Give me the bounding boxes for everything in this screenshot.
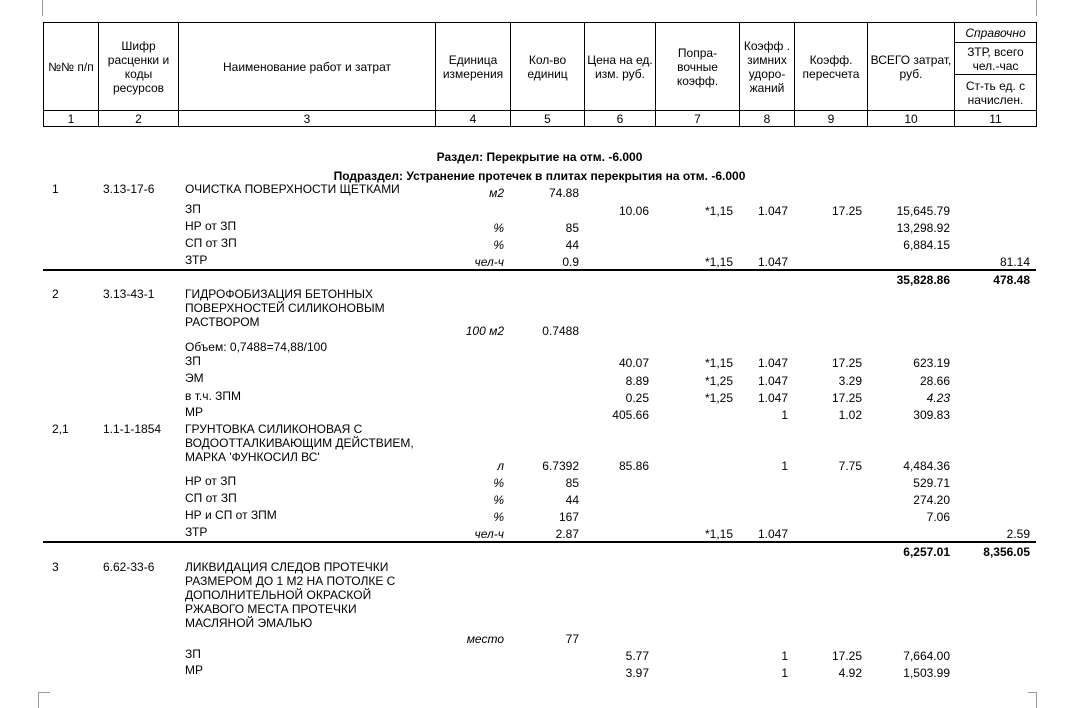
row-label: ЭМ: [185, 371, 204, 385]
header-colnum: 9: [795, 111, 868, 127]
item-code: 3.13-17-6: [103, 182, 155, 196]
header-colnum: 8: [740, 111, 795, 127]
row-recalc: 17.25: [831, 204, 862, 218]
row-label: НР и СП от ЗПМ: [185, 508, 277, 522]
item-code: 3.13-43-1: [103, 287, 155, 301]
row-winter: 1.047: [757, 356, 788, 370]
header-colnum: 6: [585, 111, 656, 127]
crop-mark: [38, 692, 50, 693]
header-colnum: 5: [511, 111, 585, 127]
item-sum-total: 6,257.01: [903, 545, 950, 559]
header-ztr: ЗТР, всего чел.-час: [955, 43, 1037, 75]
subsection-title: Подраздел: Устранение протечек в плитах перекрытия на отм. -6.000: [333, 169, 746, 183]
row-unit: %: [493, 493, 504, 507]
row-unit: чел-ч: [474, 255, 504, 269]
header-colnum: 2: [99, 111, 179, 127]
volume-formula: Объем: 0,7488=74,88/100: [185, 340, 327, 354]
item-code: 1.1-1-1854: [103, 422, 162, 436]
row-total: 1,503.99: [903, 666, 950, 680]
header-colnum: 1: [44, 111, 99, 127]
item-qty: 0.7488: [542, 324, 579, 338]
row-unit: %: [493, 221, 504, 235]
row-winter: 1.047: [757, 204, 788, 218]
row-qty: 0.9: [562, 255, 579, 269]
item-number: 3: [52, 560, 59, 574]
row-label: ЗТР: [185, 525, 208, 539]
header-num: №№ п/п: [44, 23, 99, 111]
row-winter: 1: [781, 649, 788, 663]
row-recalc: 17.25: [831, 356, 862, 370]
row-correction: *1,15: [704, 356, 733, 370]
row-recalc: 3.29: [838, 374, 862, 388]
item-price: 85.86: [618, 459, 649, 473]
row-label: МР: [185, 663, 203, 677]
crop-mark: [38, 692, 39, 708]
header-price: Цена на ед. изм. руб.: [585, 23, 656, 111]
row-label: НР от ЗП: [185, 219, 237, 233]
row-winter: 1.047: [757, 391, 788, 405]
header-reference: Справочно: [955, 23, 1037, 43]
row-winter: 1.047: [757, 374, 788, 388]
row-label: СП от ЗП: [185, 236, 237, 250]
item-name: ЛИКВИДАЦИЯ СЛЕДОВ ПРОТЕЧКИ РАЗМЕРОМ ДО 1 М2 НА ПОТОЛКЕ С ДОПОЛНИТЕЛЬНОЙ ОКРАСКОЙ РЖАВОГО МЕСТА ПРОТЕЧКИ МАСЛЯНОЙ ЭМАЛЬЮ: [185, 560, 396, 630]
crop-mark: [42, 0, 43, 16]
header-colnum: 7: [656, 111, 740, 127]
row-total: 623.19: [913, 356, 950, 370]
header-qty: Кол-во единиц: [511, 23, 585, 111]
crop-mark: [1036, 0, 1037, 16]
row-price: 0.25: [625, 391, 649, 405]
row-label: ЗП: [185, 647, 201, 661]
row-total: 4.23: [926, 391, 950, 405]
row-label: ЗТР: [185, 253, 208, 267]
item-total: 4,484.36: [903, 459, 950, 473]
item-unit: л: [497, 459, 504, 473]
item-qty: 74.88: [548, 186, 579, 200]
item-unit: 100 м2: [465, 324, 504, 338]
row-winter: 1.047: [757, 527, 788, 541]
item-sum-ztr: 478.48: [993, 273, 1030, 287]
row-label: в т.ч. ЗПМ: [185, 389, 241, 403]
row-label: ЗП: [185, 354, 201, 368]
row-recalc: 4.92: [838, 666, 862, 680]
row-total: 7.06: [926, 510, 950, 524]
item-number: 2,1: [52, 422, 69, 436]
header-colnum: 11: [955, 111, 1037, 127]
row-price: 40.07: [618, 356, 649, 370]
header-colnum: 4: [436, 111, 511, 127]
item-number: 1: [52, 182, 59, 196]
row-ztr: 81.14: [999, 255, 1030, 269]
item-number: 2: [52, 287, 59, 301]
row-unit: %: [493, 510, 504, 524]
row-total: 529.71: [913, 476, 950, 490]
row-total: 6,884.15: [903, 238, 950, 252]
row-total: 15,645.79: [896, 204, 950, 218]
header-correction: Попра-вочные коэфф.: [656, 23, 740, 111]
item-sum-ztr: 8,356.05: [983, 545, 1030, 559]
row-total: 7,664.00: [903, 649, 950, 663]
row-label: СП от ЗП: [185, 491, 237, 505]
header-name: Наименование работ и затрат: [179, 23, 436, 111]
row-unit: %: [493, 238, 504, 252]
item-unit: м2: [489, 186, 504, 200]
header-winter: Коэфф . зимних удоро-жаний: [740, 23, 795, 111]
header-code: Шифр расценки и коды ресурсов: [99, 23, 179, 111]
row-price: 8.89: [625, 374, 649, 388]
header-colnum: 3: [179, 111, 436, 127]
header-total: ВСЕГО затрат, руб.: [868, 23, 955, 111]
row-recalc: 17.25: [831, 649, 862, 663]
item-code: 6.62-33-6: [103, 560, 155, 574]
row-winter: 1: [781, 666, 788, 680]
row-price: 3.97: [625, 666, 649, 680]
row-price: 5.77: [625, 649, 649, 663]
item-winter: 1: [781, 459, 788, 473]
item-divider: [43, 541, 1036, 543]
row-label: ЗП: [185, 202, 201, 216]
row-qty: 44: [565, 493, 579, 507]
row-qty: 2.87: [555, 527, 579, 541]
item-qty: 6.7392: [542, 459, 579, 473]
row-winter: 1.047: [757, 255, 788, 269]
row-unit: чел-ч: [474, 527, 504, 541]
item-sum-total: 35,828.86: [896, 273, 950, 287]
item-unit: место: [466, 632, 504, 646]
row-correction: *1,15: [704, 204, 733, 218]
row-total: 274.20: [913, 493, 950, 507]
row-correction: *1,25: [704, 374, 733, 388]
item-qty: 77: [565, 632, 579, 646]
row-qty: 85: [565, 476, 579, 490]
row-total: 13,298.92: [896, 221, 950, 235]
row-correction: *1,25: [704, 391, 733, 405]
item-name: ОЧИСТКА ПОВЕРХНОСТИ ЩЕТКАМИ: [185, 182, 400, 196]
row-ztr: 2.59: [1006, 527, 1030, 541]
row-correction: *1,15: [704, 527, 733, 541]
item-divider: [43, 269, 1036, 271]
row-qty: 167: [558, 510, 579, 524]
row-label: НР от ЗП: [185, 474, 237, 488]
header-table: [43, 22, 1037, 127]
item-name: ГИДРОФОБИЗАЦИЯ БЕТОННЫХ ПОВЕРХНОСТЕЙ СИЛИКОНОВЫМ РАСТВОРОМ: [185, 287, 385, 329]
crop-mark: [1036, 692, 1037, 708]
row-total: 28.66: [919, 374, 950, 388]
row-label: МР: [185, 405, 203, 419]
row-recalc: 1.02: [838, 408, 862, 422]
header-unit-cost: Ст-ть ед. с начислен.: [955, 75, 1037, 111]
row-recalc: 17.25: [831, 391, 862, 405]
crop-mark: [1028, 692, 1037, 693]
row-total: 309.83: [913, 408, 950, 422]
item-name: ГРУНТОВКА СИЛИКОНОВАЯ С ВОДООТТАЛКИВАЮЩИМ ДЕЙСТВИЕМ, МАРКА 'ФУНКОСИЛ ВС': [185, 422, 414, 464]
row-price: 10.06: [618, 204, 649, 218]
row-qty: 44: [565, 238, 579, 252]
row-price: 405.66: [612, 408, 649, 422]
header-recalc: Коэфф. пересчета: [795, 23, 868, 111]
header-colnum: 10: [868, 111, 955, 127]
section-title: Раздел: Перекрытие на отм. -6.000: [436, 150, 643, 164]
item-recalc: 7.75: [838, 459, 862, 473]
header-unit: Единица измерения: [436, 23, 511, 111]
row-qty: 85: [565, 221, 579, 235]
row-correction: *1,15: [704, 255, 733, 269]
row-winter: 1: [781, 408, 788, 422]
row-unit: %: [493, 476, 504, 490]
